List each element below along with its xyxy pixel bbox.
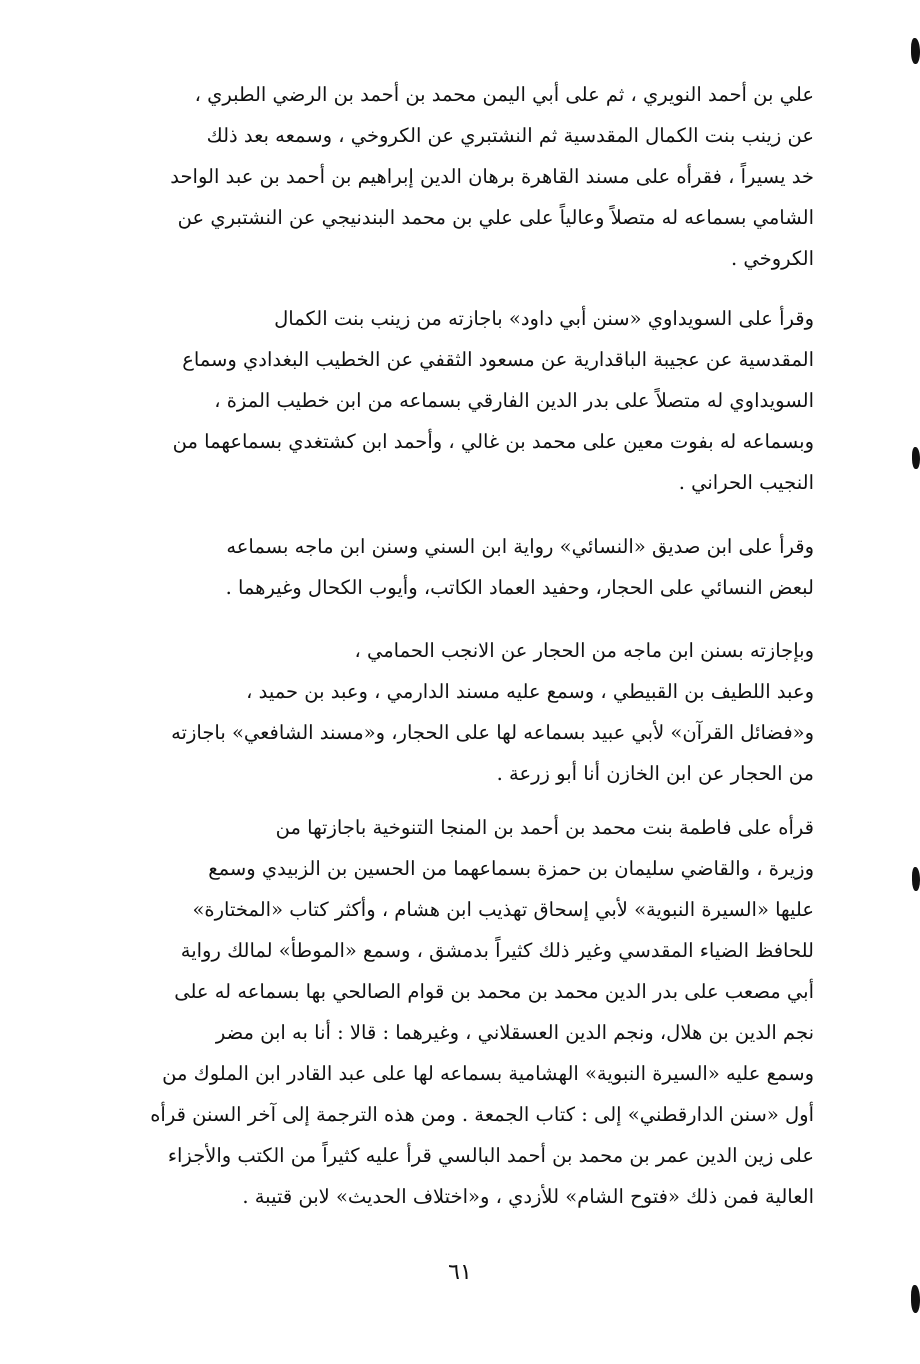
text-line: للحافظ الضياء المقدسي وغير ذلك كثيراً بدمشق ، وسمع «الموطأ» لمالك رواية [180, 939, 814, 962]
text-line: علي بن أحمد النويري ، ثم على أبي اليمن محمد بن أحمد بن الرضي الطبري ، [194, 83, 814, 106]
text-line: و«فضائل القرآن» لأبي عبيد بسماعه لها على الحجار، و«مسند الشافعي» باجازته [171, 721, 814, 744]
text-line: من الحجار عن ابن الخازن أنا أبو زرعة . [496, 762, 814, 785]
text-line: وقرأ على السويداوي «سنن أبي داود» باجازته من زينب بنت الكمال [274, 307, 814, 330]
text-line: أبي مصعب على بدر الدين محمد بن محمد بن قوام الصالحي بها بسماعه له على [174, 980, 814, 1003]
text-line: المقدسية عن عجيبة الباقدارية عن مسعود الثقفي عن الخطيب البغدادي وسماع [182, 348, 814, 371]
text-line: وسمع عليه «السيرة النبوية» الهشامية بسماعه لها على عبد القادر ابن الملوك من [162, 1062, 814, 1085]
text-line: العالية فمن ذلك «فتوح الشام» للأزدي ، و«اختلاف الحديث» لابن قتيبة . [242, 1185, 814, 1208]
text-line: لبعض النسائي على الحجار، وحفيد العماد الكاتب، وأيوب الكحال وغيرهما . [225, 576, 814, 599]
text-line: خد يسيراً ، فقرأه على مسند القاهرة برهان الدين إبراهيم بن أحمد بن عبد الواحد [170, 165, 814, 188]
text-line: وعبد اللطيف بن القبيطي ، وسمع عليه مسند الدارمي ، وعبد بن حميد ، [246, 680, 814, 703]
paragraph-1 [92, 74, 814, 279]
text-line: نجم الدين بن هلال، ونجم الدين العسقلاني ، وغيرهما : قالا : أنا به ابن مضر [215, 1021, 814, 1044]
paragraph-2 [92, 298, 814, 503]
text-line: الكروخي . [730, 247, 814, 270]
paragraph-4 [92, 630, 814, 794]
text-line: أول «سنن الدارقطني» إلى : كتاب الجمعة . ومن هذه الترجمة إلى آخر السنن قرأه [150, 1103, 814, 1126]
text-line: قرأه على فاطمة بنت محمد بن أحمد بن المنجا التنوخية باجازتها من [275, 816, 814, 839]
text-line: السويداوي له متصلاً على بدر الدين الفارقي بسماعه من ابن خطيب المزة ، [214, 389, 814, 412]
text-line: الشامي بسماعه له متصلاً وعالياً على علي بن محمد البندنيجي عن النشتبري عن [177, 206, 814, 229]
scan-edge-mark [911, 1285, 920, 1313]
scan-edge-mark [912, 867, 920, 891]
text-line: وزيرة ، والقاضي سليمان بن حمزة بسماعهما من الحسين بن الزبيدي وسمع [208, 857, 814, 880]
page-number: ٦١ [448, 1260, 472, 1285]
text-line: وبإجازته بسنن ابن ماجه من الحجار عن الانجب الحمامي ، [354, 639, 814, 662]
text-line: النجيب الحراني . [678, 471, 814, 494]
scan-edge-mark [911, 38, 920, 64]
text-line: عليها «السيرة النبوية» لأبي إسحاق تهذيب ابن هشام ، وأكثر كتاب «المختارة» [192, 898, 814, 921]
text-line: وقرأ على ابن صديق «النسائي» رواية ابن السني وسنن ابن ماجه بسماعه [226, 535, 814, 558]
text-line: على زين الدين عمر بن محمد بن أحمد البالسي قرأ عليه كثيراً من الكتب والأجزاء [167, 1144, 814, 1167]
paragraph-5 [92, 807, 814, 1217]
paragraph-3 [92, 526, 814, 608]
scan-edge-mark [912, 447, 920, 469]
text-line: عن زينب بنت الكمال المقدسية ثم النشتبري عن الكروخي ، وسمعه بعد ذلك [206, 124, 814, 147]
text-line: وبسماعه له بفوت معين على محمد بن غالي ، وأحمد ابن كشتغدي بسماعهما من [172, 430, 814, 453]
